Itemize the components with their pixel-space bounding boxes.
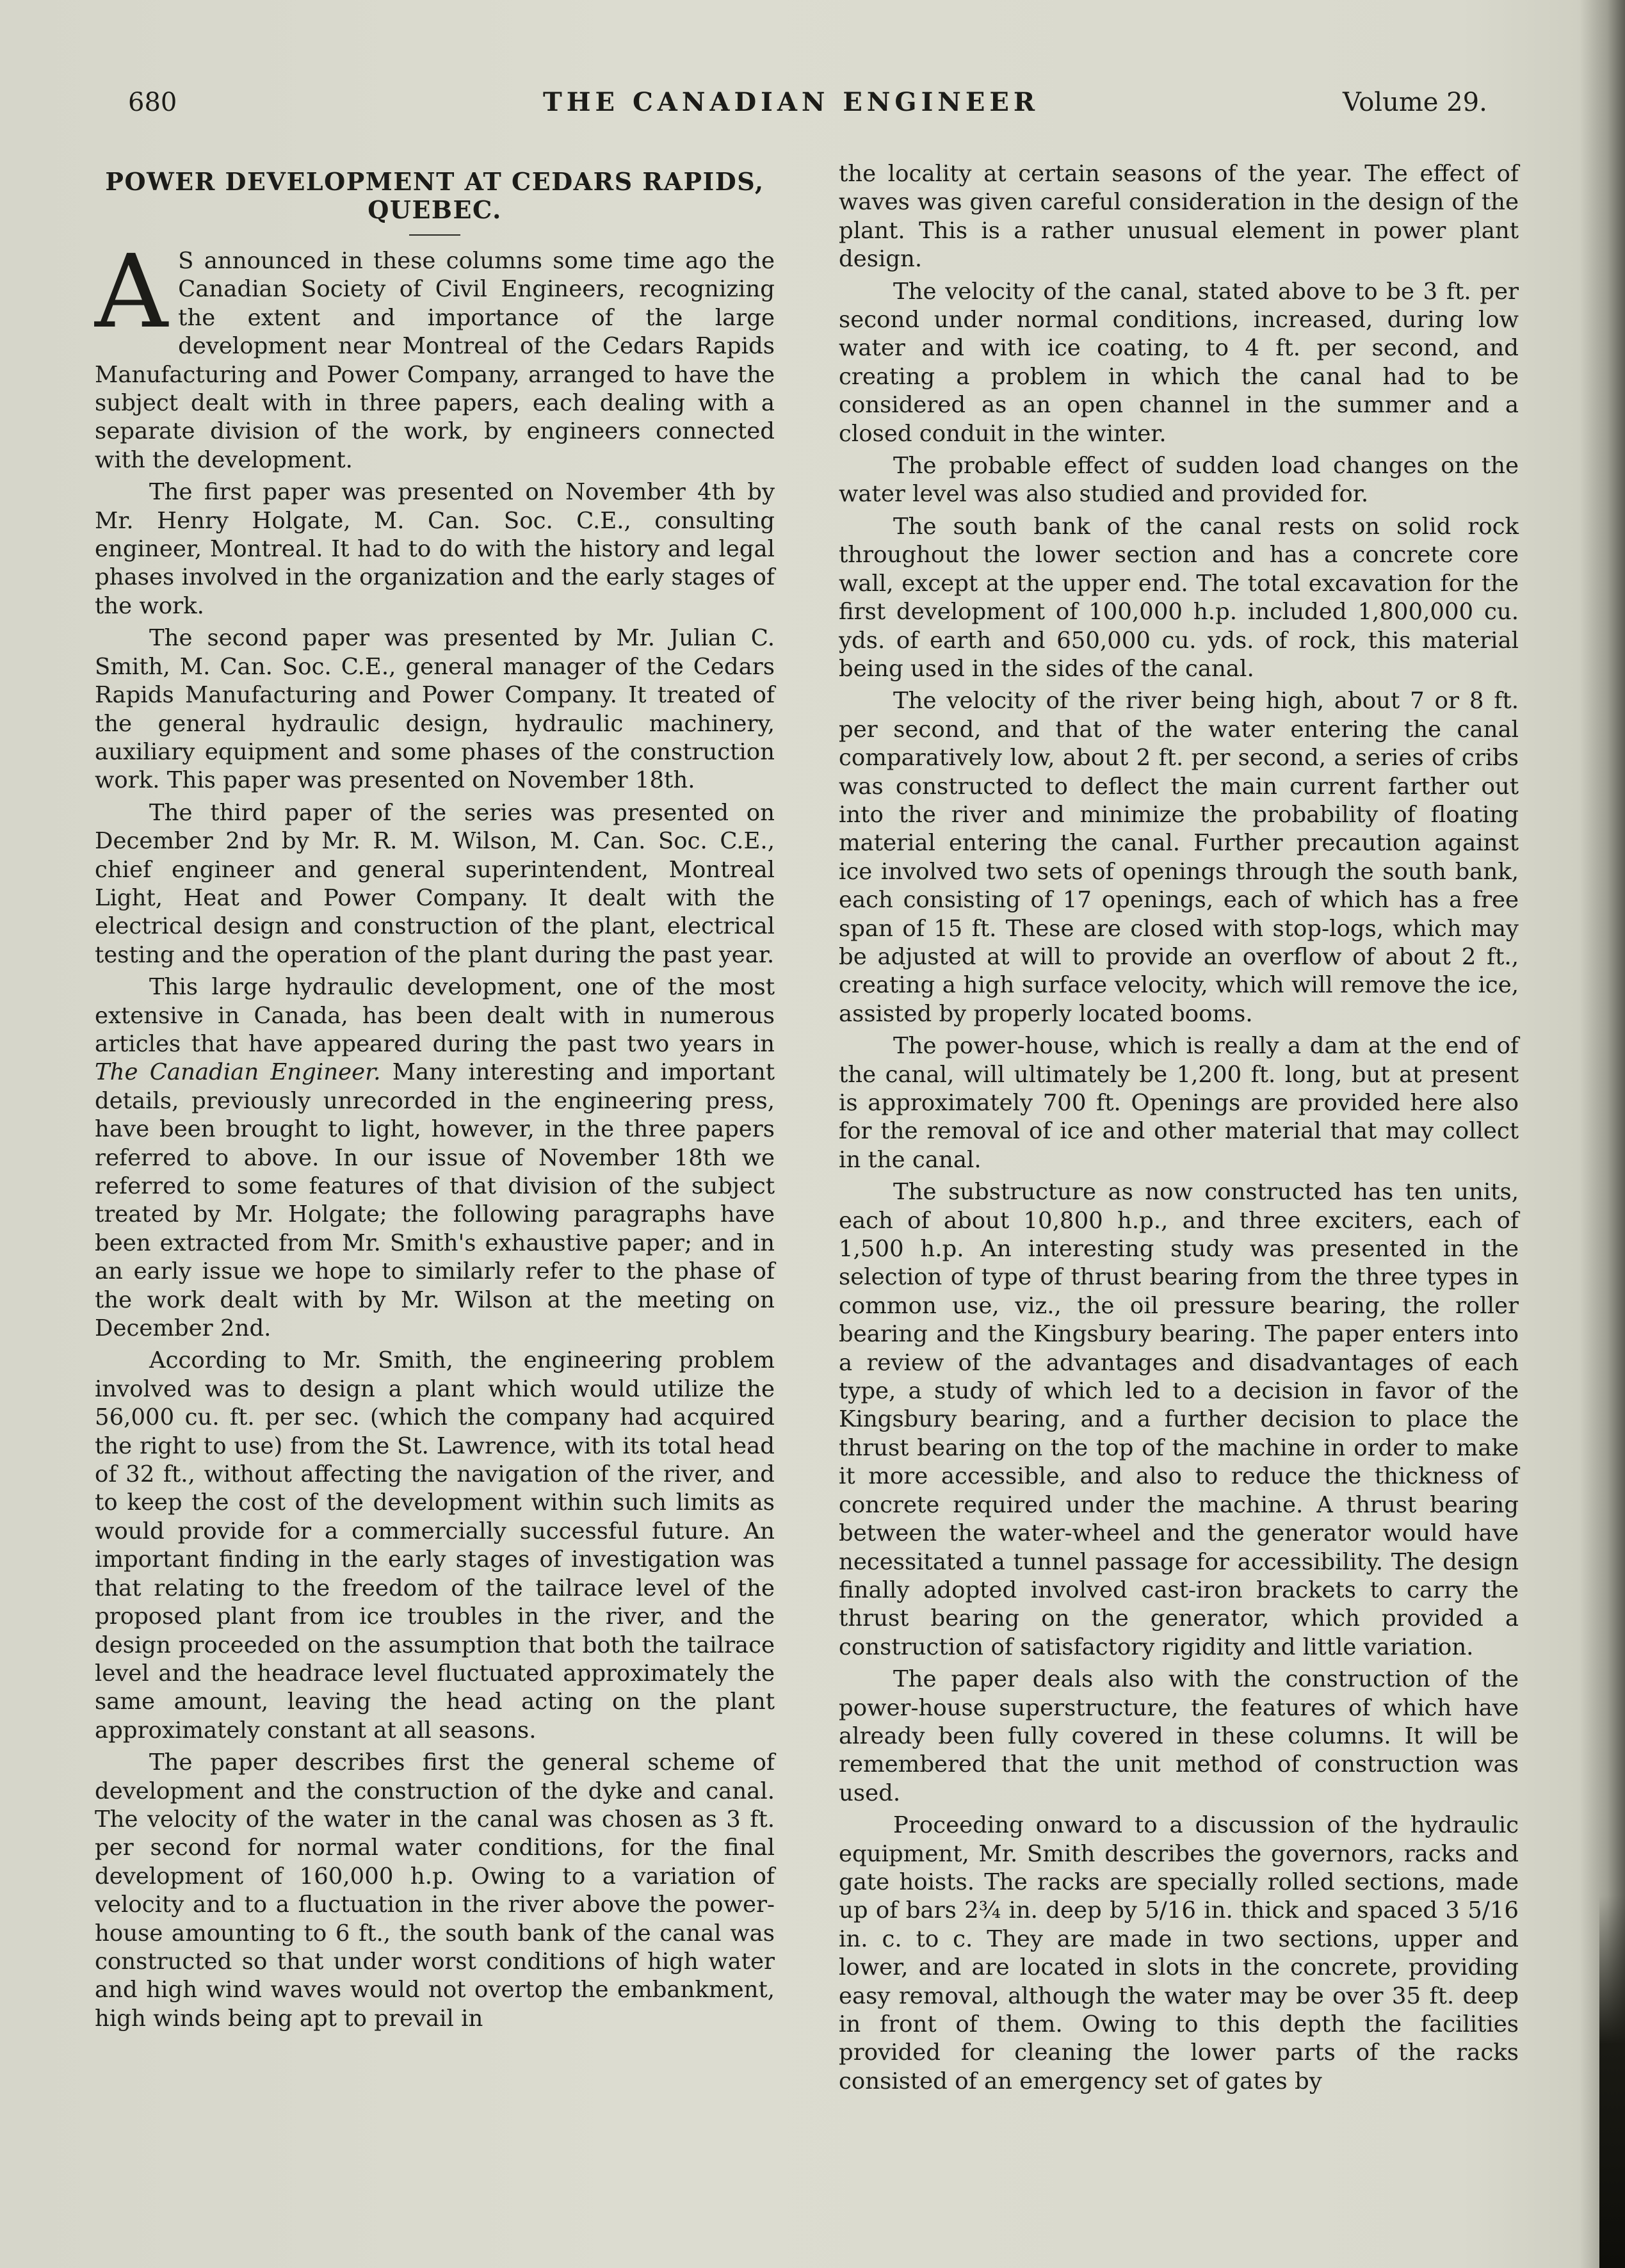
paragraph-15: Proceeding onward to a discussion of the hydraulic equipment, Mr. Smith describes the governors, racks and gate hoists. The racks are specially rolled sections, made up of bars 2¾ in. deep by 5/16 in. thick and spaced 3 5/16 in. c. to c. They are made in two sections, upper and lower, and are located in slots in the concrete, providing easy removal, although the water may be over 35 ft. deep in front of them. Owing to this depth the facilities provided for cleaning the lower parts of the racks consisted of an emergency set of gates by (839, 1812, 1519, 2094)
article-title: POWER DEVELOPMENT AT CEDARS RAPIDS, QUEBEC. (105, 167, 764, 224)
paragraph-12: The power-house, which is really a dam at the end of the canal, will ultimately be 1,200 ft. long, but at present is approximately 700 ft. Openings are provided here also for the removal of ice and other material that may collect in the canal. (839, 1033, 1519, 1173)
binding-edge (1599, 1895, 1625, 2268)
paragraph-7-continued: the locality at certain seasons of the year. The effect of waves was given careful consideration in the design of the plant. This is a rather unusual element in power plant design. (839, 161, 1519, 273)
paragraph-10: The south bank of the canal rests on solid rock throughout the lower section and has a concrete core wall, except at the upper end. The total excavation for the first development of 100,000 h.p. included 1,800,000 cu. yds. of earth and 650,000 cu. yds. of rock, this material being used in the sides of the canal. (839, 513, 1519, 682)
paragraph-1-text: S announced in these columns some time ago the Canadian Society of Civil Engineers, recognizing the extent and importance of the large development near Montreal of the Cedars Rapids Manufacturing and Power Company, arranged to have the subject dealt with in three papers, each dealing with a separate division of the work, by engineers connected with the development. (95, 248, 775, 473)
paragraph-11: The velocity of the river being high, about 7 or 8 ft. per second, and that of the water entering the canal comparatively low, about 2 ft. per second, a series of cribs was constructed to deflect the main current farther out into the river and minimize the probability of floating material entering the canal. Further precaution against ice involved two sets of openings through the south bank, each consisting of 17 openings, each of which has a free span of 15 ft. These are closed with stop-logs, which may be adjusted at will to provide an overflow of about 2 ft., creating a high surface velocity, which will remove the ice, assisted by properly located booms. (839, 688, 1519, 1027)
paragraph-1 (95, 233, 775, 474)
paragraph-6: According to Mr. Smith, the engineering problem involved was to design a plant which would utilize the 56,000 cu. ft. per sec. (which the company had acquired the right to use) from the St. Lawrence, with its total head of 32 ft., without affecting the navigation of the river, and to keep the cost of the development within such limits as would provide for a commercially successful future. An important finding in the early stages of investigation was that relating to the freedom of the tailrace level of the proposed plant from ice troubles in the river, and the design proceeded on the assumption that both the tailrace level and the headrace level fluctuated approximately the same amount, leaving the head acting on the plant approximately constant at all seasons. (95, 1347, 775, 1744)
paragraph-8: The velocity of the canal, stated above to be 3 ft. per second under normal conditions, increased, during low water and with ice coating, to 4 ft. per second, and creating a problem in which the canal had to be considered as an open channel in the summer and a closed conduit in the winter. (839, 278, 1519, 447)
drop-cap: A (95, 233, 168, 351)
paragraph-9: The probable effect of sudden load changes on the water level was also studied and provided for. (839, 453, 1519, 508)
running-head-journal: THE CANADIAN ENGINEER (543, 87, 1040, 117)
paragraph-5-text-a: This large hydraulic development, one of the most extensive in Canada, has been dealt with in numerous articles that have appeared during the past two years in (95, 974, 775, 1057)
paragraph-3: The second paper was presented by Mr. Julian C. Smith, M. Can. Soc. C.E., general manager of the Cedars Rapids Manufacturing and Power Company. It treated of the general hydraulic design, hydraulic machinery, auxiliary equipment and some phases of the construction work. This paper was presented on November 18th. (95, 625, 775, 794)
paragraph-13: The substructure as now constructed has ten units, each of about 10,800 h.p., and three exciters, each of 1,500 h.p. An interesting study was presented in the selection of type of thrust bearing from the three types in common use, viz., the oil pressure bearing, the roller bearing and the Kingsbury bearing. The paper enters into a review of the advantages and disadvantages of each type, a study of which led to a decision in favor of the Kingsbury bearing, and a further decision to place the thrust bearing on the top of the machine in order to make it more accessible, and also to reduce the thickness of concrete required under the machine. A thrust bearing between the water-wheel and the generator would have necessitated a tunnel passage for accessibility. The design finally adopted involved cast-iron brackets to carry the thrust bearing on the generator, which provided a construction of satisfactory rigidity and little variation. (839, 1179, 1519, 1660)
column-left (95, 160, 775, 2037)
journal-name-italic: The Canadian Engineer. (95, 1059, 381, 1086)
paragraph-7: The paper describes first the general scheme of development and the construction of the dyke and canal. The velocity of the water in the canal was chosen as 3 ft. per second for normal water conditions, for the final development of 160,000 h.p. Owing to a variation of velocity and to a fluctuation in the river above the power-house amounting to 6 ft., the south bank of the canal was constructed so that under worst conditions of high water and high wind waves would not overtop the embankment, high winds being apt to prevail in (95, 1749, 775, 2032)
paragraph-4: The third paper of the series was presented on December 2nd by Mr. R. M. Wilson, M. Can. Soc. C.E., chief engineer and general superintendent, Montreal Light, Heat and Power Company. It dealt with the electrical design and construction of the plant, electrical testing and the operation of the plant during the past year. (95, 799, 775, 968)
paragraph-5 (95, 973, 775, 1343)
paragraph-5-text-b: Many interesting and important details, previously unrecorded in the engineering press, have been brought to light, however, in the three papers referred to above. In our issue of November 18th we referred to some features of that division of the subject treated by Mr. Holgate; the following paragraphs have been extracted from Mr. Smith's exhaustive paper; and in an early issue we hope to similarly refer to the phase of the work dealt with by Mr. Wilson at the meeting on December 2nd. (95, 1059, 775, 1342)
column-right (839, 160, 1519, 2100)
running-head-volume: Volume 29. (1343, 88, 1487, 117)
paragraph-14: The paper deals also with the construction of the power-house superstructure, the features of which have already been fully covered in these columns. It will be remembered that the unit method of construction was used. (839, 1666, 1519, 1806)
page-number: 680 (128, 88, 177, 117)
paragraph-2: The first paper was presented on November 4th by Mr. Henry Holgate, M. Can. Soc. C.E., consulting engineer, Montreal. It had to do with the history and legal phases involved in the organization and the early stages of the work. (95, 479, 775, 619)
title-rule (409, 234, 460, 236)
